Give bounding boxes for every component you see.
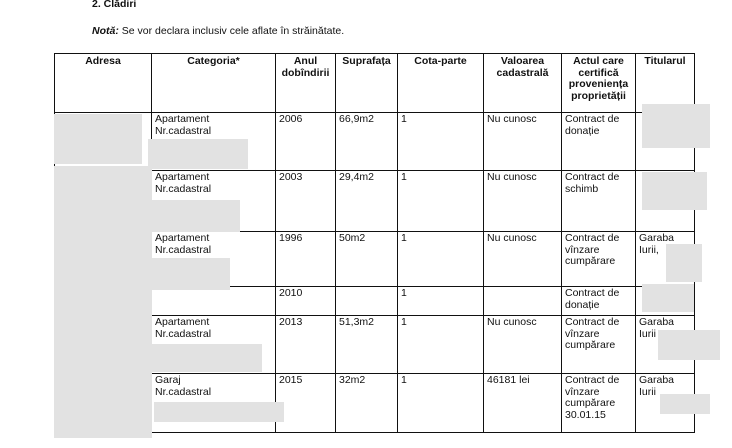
redaction-block (658, 330, 720, 360)
header-address: Adresa (55, 54, 152, 113)
cell-value (484, 287, 562, 316)
header-category: Categoria* (152, 54, 276, 113)
cell-area: 32m2 (336, 374, 398, 433)
header-area: Suprafața (336, 54, 398, 113)
cell-act: Contract de vînzare cumpărare (562, 232, 636, 287)
cell-value: Nu cunosc (484, 171, 562, 232)
header-year: Anul dobîndirii (276, 54, 336, 113)
cell-area: 51,3m2 (336, 316, 398, 374)
redaction-block (148, 258, 230, 290)
cell-act: Contract de donație (562, 113, 636, 171)
redaction-block (154, 402, 284, 422)
note-text: Se vor declara inclusiv cele aflate în străinătate. (121, 25, 345, 37)
table-header-row (55, 54, 695, 113)
cell-holder: Garaba Iurii, (636, 232, 695, 287)
cell-share: 1 (398, 374, 484, 433)
cell-value: Nu cunosc (484, 232, 562, 287)
cell-year: 2010 (276, 287, 336, 316)
cell-area: 50m2 (336, 232, 398, 287)
cell-category: Apartament Nr.cadastral (152, 232, 276, 287)
header-share: Cota-parte (398, 54, 484, 113)
cell-area: 29,4m2 (336, 171, 398, 232)
cell-value: 46181 lei (484, 374, 562, 433)
cell-year: 2006 (276, 113, 336, 171)
note (92, 25, 344, 37)
cell-area: 66,9m2 (336, 113, 398, 171)
redaction-block (54, 166, 152, 438)
cell-category: Apartament Nr.cadastral (152, 171, 276, 232)
redaction-block (54, 114, 142, 164)
cell-act: Contract de vînzare cumpărare 30.01.15 (562, 374, 636, 433)
cell-share: 1 (398, 232, 484, 287)
redaction-block (642, 104, 710, 148)
cell-holder: Garaba Iurii (636, 316, 695, 374)
cell-share: 1 (398, 316, 484, 374)
cell-act: Contract de donație (562, 287, 636, 316)
cell-year: 2015 (276, 374, 336, 433)
redaction-block (642, 172, 707, 210)
cell-category: Apartament Nr.cadastral (152, 316, 276, 374)
cell-act: Contract de vînzare cumpărare (562, 316, 636, 374)
header-act: Actul care certifică proveniența proprietății (562, 54, 636, 113)
header-value: Valoarea cadastrală (484, 54, 562, 113)
cell-area (336, 287, 398, 316)
cell-category (152, 287, 276, 316)
section-title: 2. Clădiri (92, 0, 137, 10)
cell-year: 2003 (276, 171, 336, 232)
redaction-block (666, 244, 702, 282)
cell-share: 1 (398, 113, 484, 171)
cell-category: Garaj Nr.cadastral (152, 374, 276, 433)
cell-share: 1 (398, 171, 484, 232)
header-holder: Titularul (636, 54, 695, 113)
cell-value: Nu cunosc (484, 113, 562, 171)
cell-year: 2013 (276, 316, 336, 374)
redaction-block (148, 200, 240, 232)
redaction-block (660, 394, 710, 414)
cell-category: Apartament Nr.cadastral (152, 113, 276, 171)
redaction-block (148, 139, 248, 169)
cell-year: 1996 (276, 232, 336, 287)
cell-act: Contract de schimb (562, 171, 636, 232)
note-label: Notă: (92, 25, 119, 37)
cell-value: Nu cunosc (484, 316, 562, 374)
cell-share: 1 (398, 287, 484, 316)
cell-holder: Garaba Iurii (636, 374, 695, 433)
redaction-block (642, 284, 694, 312)
redaction-block (148, 344, 262, 372)
